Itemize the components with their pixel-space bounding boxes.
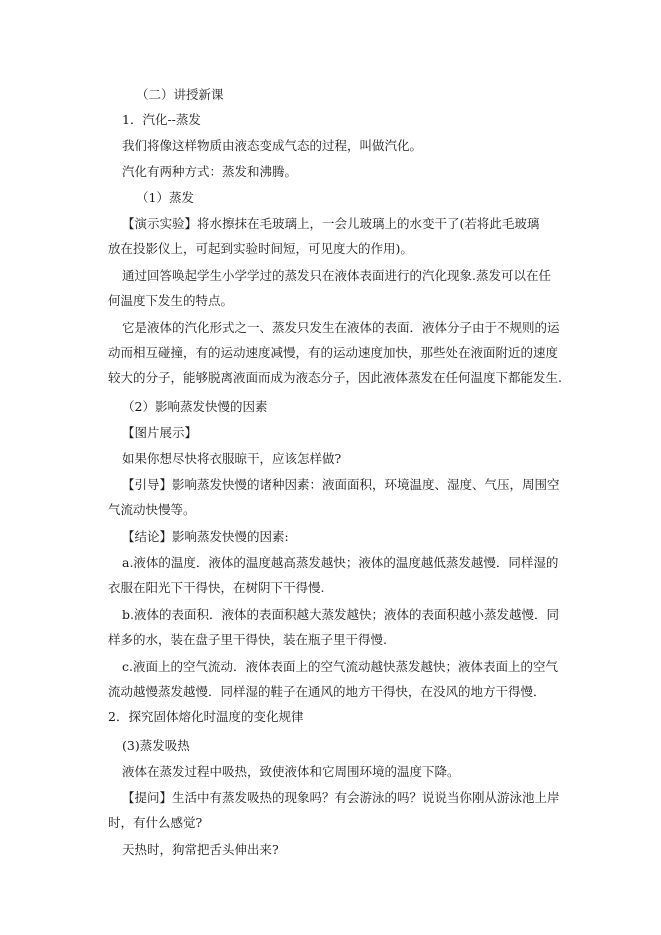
section-heading: （二）讲授新课 [136, 87, 224, 102]
paragraph-demo-experiment: 【演示实验】将水擦抹在毛玻璃上，一会儿玻璃上的水变干了(若将此毛玻璃放在投影仪上，可起到实验时间短，可见度大的作用)。 [108, 216, 540, 256]
paragraph-explanation: 它是液体的汽化形式之一、蒸发只发生在液体的表面．液体分子由于不规则的运动而相互碰撞，有的运动速度减慢，有的运动速度加快，那些处在液面附近的速度较大的分子，能够脱离液面而成为液态分子，因此液体蒸发在任何温度下都能发生. [108, 320, 562, 385]
subheading-evaporation-absorbs-heat: (3)蒸发吸热 [122, 738, 190, 753]
subheading-evaporation: （1）蒸发 [136, 190, 194, 205]
paragraph-question: 如果你想尽快将衣服晾干，应该怎样做? [122, 451, 342, 466]
heading-vaporization: 1．汽化--蒸发 [122, 112, 201, 127]
paragraph-guide: 【引导】影响蒸发快慢的诸种因素：液面面积，环境温度、湿度、气压，周围空气流动快慢等。 [108, 477, 560, 517]
paragraph-definition: 我们将像这样物质由液态变成气态的过程，叫做汽化。 [122, 138, 423, 153]
paragraph-factor-c: c.液面上的空气流动．液体表面上的空气流动越快蒸发越快；液体表面上的空气流动越慢蒸发越慢．同样湿的鞋子在通风的地方干得快，在没风的地方干得慢．2．探究固体熔化时温度的变化规律 [108, 659, 558, 724]
paragraph-ask: 【提问】生活中有蒸发吸热的现象吗？有会游泳的吗？说说当你刚从游泳池上岸时，有什么感觉? [108, 790, 560, 830]
paragraph-factor-a: a.液体的温度．液体的温度越高蒸发越快；液体的温度越低蒸发越慢．同样湿的衣服在阳光下干得快，在树阴下干得慢. [108, 555, 559, 595]
paragraph-conclusion: 【结论】影响蒸发快慢的因素: [122, 529, 289, 544]
subheading-factors: （2）影响蒸发快慢的因素 [122, 399, 268, 414]
paragraph-picture-show: 【图片展示】 [122, 425, 198, 440]
paragraph-two-ways: 汽化有两种方式：蒸发和沸腾。 [122, 164, 298, 179]
paragraph-dog: 天热时，狗常把舌头伸出来? [122, 842, 279, 857]
paragraph-factor-b: b.液体的表面积．液体的表面积越大蒸发越快；液体的表面积越小蒸发越慢．同样多的水，装在盘子里干得快，装在瓶子里干得慢. [108, 607, 559, 647]
paragraph-recall: 通过回答唤起学生小学学过的蒸发只在液体表面进行的汽化现象.蒸发可以在任何温度下发生的特点。 [108, 268, 551, 308]
paragraph-absorb: 液体在蒸发过程中吸热，致使液体和它周围环境的温度下降。 [122, 764, 460, 779]
